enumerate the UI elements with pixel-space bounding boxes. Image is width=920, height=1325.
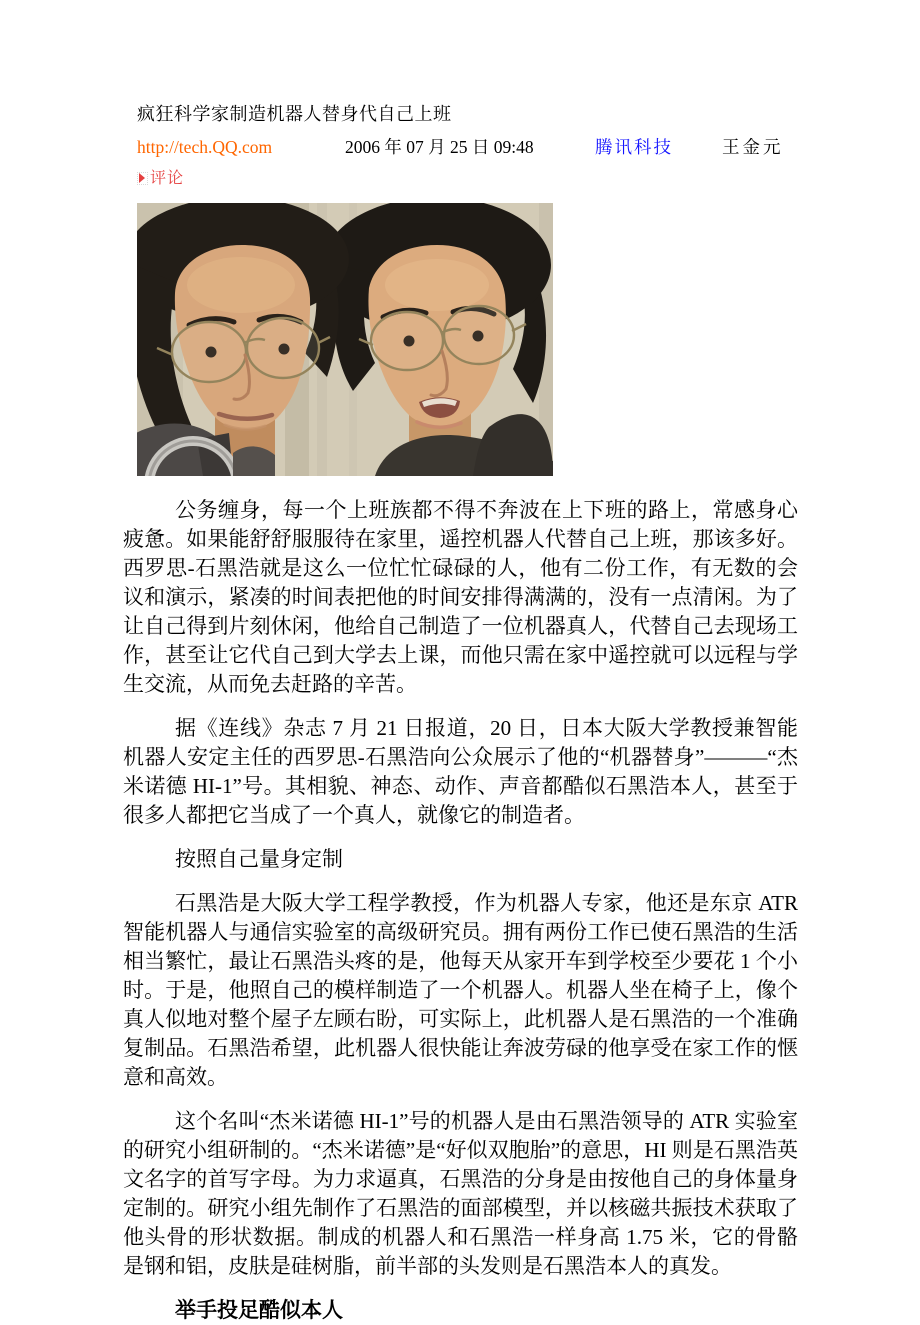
robot-and-creator-photo-illustration — [137, 203, 553, 476]
source-name-link[interactable]: 腾讯科技 — [595, 137, 673, 157]
comment-arrow-icon — [137, 172, 148, 185]
source-url-link[interactable]: http://tech.QQ.com — [137, 137, 273, 157]
paragraph-1: 公务缠身，每一个上班族都不得不奔波在上下班的路上，常感身心疲惫。如果能舒舒服服待在家里，遥控机器人代替自己上班，那该多好。西罗思-石黑浩就是这么一位忙忙碌碌的人，他有二份工作，有无数的会议和演示，紧凑的时间表把他的时间安排得满满的，没有一点清闲。为了让自己得到片刻休闲，他给自己制造了一位机器真人，代替自己去现场工作，甚至让它代自己到大学去上课，而他只需在家中遥控就可以远程与学生交流，从而免去赶路的辛苦。 — [123, 498, 798, 696]
publish-date: 2006 年 07 月 25 日 09:48 — [345, 137, 534, 157]
paragraph-2: 据《连线》杂志 7 月 21 日报道，20 日，日本大阪大学教授兼智能机器人安定主任的西罗思-石黑浩向公众展示了他的“机器替身”———“杰米诺德 HI-1”号。其相貌、神态、动作、声音都酷似石黑浩本人，甚至于很多人都把它当成了一个真人，就像它的制造者。 — [123, 716, 798, 827]
article-title: 疯狂科学家制造机器人替身代自己上班 — [137, 104, 452, 124]
comment-link[interactable]: 评论 — [150, 170, 185, 187]
author-name: 王金元 — [722, 137, 784, 157]
comment-line — [137, 169, 798, 188]
paragraph-3: 石黑浩是大阪大学工程学教授，作为机器人专家，他还是东京 ATR 智能机器人与通信实验室的高级研究员。拥有两份工作已使石黑浩的生活相当繁忙，最让石黑浩头疼的是，他每天从家开车到学校至少要花 1 个小时。于是，他照自己的模样制造了一个机器人。机器人坐在椅子上，像个真人似地对整个屋子左顾右盼，可实际上，此机器人是石黑浩的一个准确复制品。石黑浩希望，此机器人很快能让奔波劳碌的他享受在家工作的惬意和高效。 — [123, 891, 798, 1089]
paragraph-4: 这个名叫“杰米诺德 HI-1”号的机器人是由石黑浩领导的 ATR 实验室的研究小组研制的。“杰米诺德”是“好似双胞胎”的意思，HI 则是石黑浩英文名字的首写字母。为力求逼真，石黑浩的分身是由按他自己的身体量身定制的。研究小组先制作了石黑浩的面部模型，并以核磁共振技术获取了他头骨的形状数据。制成的机器人和石黑浩一样身高 1.75 米，它的骨骼是钢和铝，皮肤是硅树脂，前半部的头发则是石黑浩本人的真发。 — [123, 1109, 798, 1278]
article-photo — [137, 203, 553, 476]
article-body — [123, 496, 798, 1325]
section-heading-gestures: 举手投足酷似本人 — [175, 1298, 343, 1322]
article-meta-line — [137, 137, 798, 158]
section-heading-custom-built: 按照自己量身定制 — [175, 847, 343, 871]
